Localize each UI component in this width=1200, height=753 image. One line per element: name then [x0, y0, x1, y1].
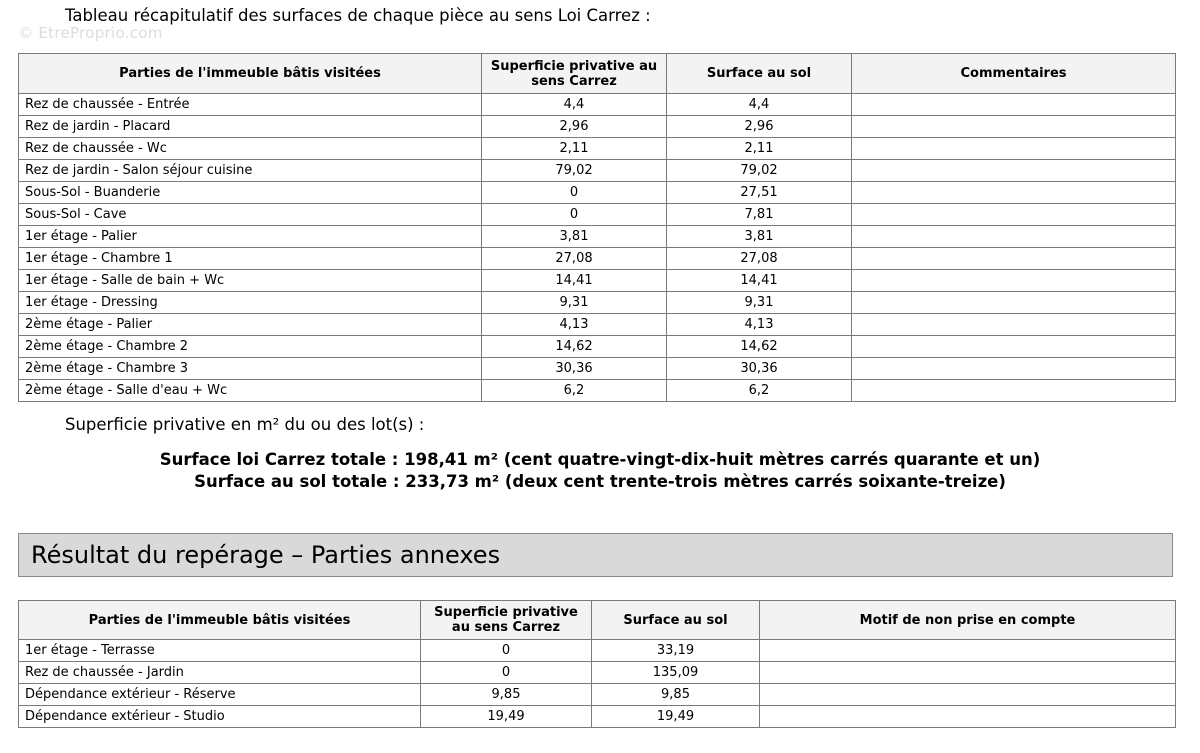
- table-row: [19, 138, 1176, 160]
- table-row: [19, 292, 1176, 314]
- cell-superficie-carrez: 0: [482, 204, 667, 226]
- cell-commentaire: [852, 94, 1176, 116]
- table-header-row: [19, 601, 1176, 640]
- cell-partie: 1er étage - Salle de bain + Wc: [19, 270, 482, 292]
- cell-partie: Dépendance extérieur - Réserve: [19, 684, 421, 706]
- total-carrez: Surface loi Carrez totale : 198,41 m² (cent quatre-vingt-dix-huit mètres carrés quarante et un): [159, 450, 1041, 469]
- table-row: [19, 706, 1176, 728]
- cell-partie: Rez de jardin - Placard: [19, 116, 482, 138]
- cell-superficie-carrez: 4,4: [482, 94, 667, 116]
- header-surface-sol: Surface au sol: [667, 54, 852, 94]
- table-row: [19, 662, 1176, 684]
- cell-partie: 1er étage - Dressing: [19, 292, 482, 314]
- cell-superficie-carrez: 2,11: [482, 138, 667, 160]
- header-parties: Parties de l'immeuble bâtis visitées: [19, 54, 482, 94]
- cell-commentaire: [760, 640, 1176, 662]
- table-row: [19, 248, 1176, 270]
- cell-commentaire: [852, 380, 1176, 402]
- cell-surface-sol: 2,11: [667, 138, 852, 160]
- table-row: [19, 358, 1176, 380]
- cell-superficie-carrez: 30,36: [482, 358, 667, 380]
- cell-surface-sol: 30,36: [667, 358, 852, 380]
- cell-commentaire: [852, 248, 1176, 270]
- cell-partie: Sous-Sol - Cave: [19, 204, 482, 226]
- cell-superficie-carrez: 2,96: [482, 116, 667, 138]
- carrez-table: [18, 53, 1176, 402]
- cell-surface-sol: 2,96: [667, 116, 852, 138]
- cell-commentaire: [852, 182, 1176, 204]
- table-row: [19, 226, 1176, 248]
- cell-surface-sol: 4,4: [667, 94, 852, 116]
- cell-partie: Rez de chaussée - Entrée: [19, 94, 482, 116]
- cell-commentaire: [852, 116, 1176, 138]
- cell-surface-sol: 6,2: [667, 380, 852, 402]
- cell-commentaire: [852, 358, 1176, 380]
- section-title: Résultat du repérage – Parties annexes: [18, 533, 1173, 577]
- cell-commentaire: [852, 336, 1176, 358]
- cell-superficie-carrez: 9,85: [421, 684, 592, 706]
- cell-superficie-carrez: 27,08: [482, 248, 667, 270]
- table-row: [19, 160, 1176, 182]
- cell-superficie-carrez: 79,02: [482, 160, 667, 182]
- cell-superficie-carrez: 0: [482, 182, 667, 204]
- header-commentaires: Commentaires: [852, 54, 1176, 94]
- cell-commentaire: [760, 684, 1176, 706]
- cell-partie: Dépendance extérieur - Studio: [19, 706, 421, 728]
- cell-surface-sol: 4,13: [667, 314, 852, 336]
- table-row: [19, 314, 1176, 336]
- cell-surface-sol: 135,09: [592, 662, 760, 684]
- table-row: [19, 116, 1176, 138]
- cell-partie: Rez de jardin - Salon séjour cuisine: [19, 160, 482, 182]
- table-row: [19, 94, 1176, 116]
- cell-partie: Sous-Sol - Buanderie: [19, 182, 482, 204]
- cell-commentaire: [852, 204, 1176, 226]
- cell-surface-sol: 7,81: [667, 204, 852, 226]
- header-parties: Parties de l'immeuble bâtis visitées: [19, 601, 421, 640]
- cell-surface-sol: 14,62: [667, 336, 852, 358]
- cell-commentaire: [852, 270, 1176, 292]
- header-superficie-carrez: Superficie privative au sens Carrez: [482, 54, 667, 94]
- header-surface-sol: Surface au sol: [592, 601, 760, 640]
- cell-partie: Rez de chaussée - Wc: [19, 138, 482, 160]
- cell-surface-sol: 27,51: [667, 182, 852, 204]
- cell-surface-sol: 19,49: [592, 706, 760, 728]
- totals-block: [0, 449, 1200, 493]
- cell-commentaire: [852, 314, 1176, 336]
- cell-surface-sol: 3,81: [667, 226, 852, 248]
- cell-commentaire: [852, 160, 1176, 182]
- cell-partie: 1er étage - Terrasse: [19, 640, 421, 662]
- cell-surface-sol: 9,85: [592, 684, 760, 706]
- table-row: [19, 684, 1176, 706]
- cell-superficie-carrez: 3,81: [482, 226, 667, 248]
- cell-partie: 1er étage - Chambre 1: [19, 248, 482, 270]
- cell-partie: 2ème étage - Chambre 2: [19, 336, 482, 358]
- intro-text: Tableau récapitulatif des surfaces de chaque pièce au sens Loi Carrez :: [65, 6, 651, 25]
- header-superficie-carrez: Superficie privative au sens Carrez: [421, 601, 592, 640]
- cell-superficie-carrez: 6,2: [482, 380, 667, 402]
- watermark: © EtreProprio.com: [18, 24, 163, 42]
- table-header-row: [19, 54, 1176, 94]
- cell-superficie-carrez: 4,13: [482, 314, 667, 336]
- total-label: Superficie privative en m² du ou des lot(s) :: [65, 415, 425, 434]
- table-row: [19, 182, 1176, 204]
- table-row: [19, 204, 1176, 226]
- cell-partie: 2ème étage - Chambre 3: [19, 358, 482, 380]
- cell-partie: 1er étage - Palier: [19, 226, 482, 248]
- cell-commentaire: [852, 292, 1176, 314]
- cell-commentaire: [760, 706, 1176, 728]
- cell-surface-sol: 79,02: [667, 160, 852, 182]
- cell-superficie-carrez: 0: [421, 640, 592, 662]
- cell-partie: 2ème étage - Salle d'eau + Wc: [19, 380, 482, 402]
- cell-surface-sol: 9,31: [667, 292, 852, 314]
- table-row: [19, 270, 1176, 292]
- cell-surface-sol: 14,41: [667, 270, 852, 292]
- cell-superficie-carrez: 14,62: [482, 336, 667, 358]
- cell-superficie-carrez: 0: [421, 662, 592, 684]
- cell-superficie-carrez: 9,31: [482, 292, 667, 314]
- table-row: [19, 380, 1176, 402]
- cell-superficie-carrez: 19,49: [421, 706, 592, 728]
- table-row: [19, 640, 1176, 662]
- table-row: [19, 336, 1176, 358]
- annexes-table: [18, 600, 1176, 728]
- cell-superficie-carrez: 14,41: [482, 270, 667, 292]
- cell-commentaire: [852, 226, 1176, 248]
- cell-partie: 2ème étage - Palier: [19, 314, 482, 336]
- header-motif: Motif de non prise en compte: [760, 601, 1176, 640]
- total-sol: Surface au sol totale : 233,73 m² (deux cent trente-trois mètres carrés soixante-treize): [194, 472, 1006, 491]
- cell-surface-sol: 27,08: [667, 248, 852, 270]
- cell-partie: Rez de chaussée - Jardin: [19, 662, 421, 684]
- cell-commentaire: [852, 138, 1176, 160]
- cell-commentaire: [760, 662, 1176, 684]
- cell-surface-sol: 33,19: [592, 640, 760, 662]
